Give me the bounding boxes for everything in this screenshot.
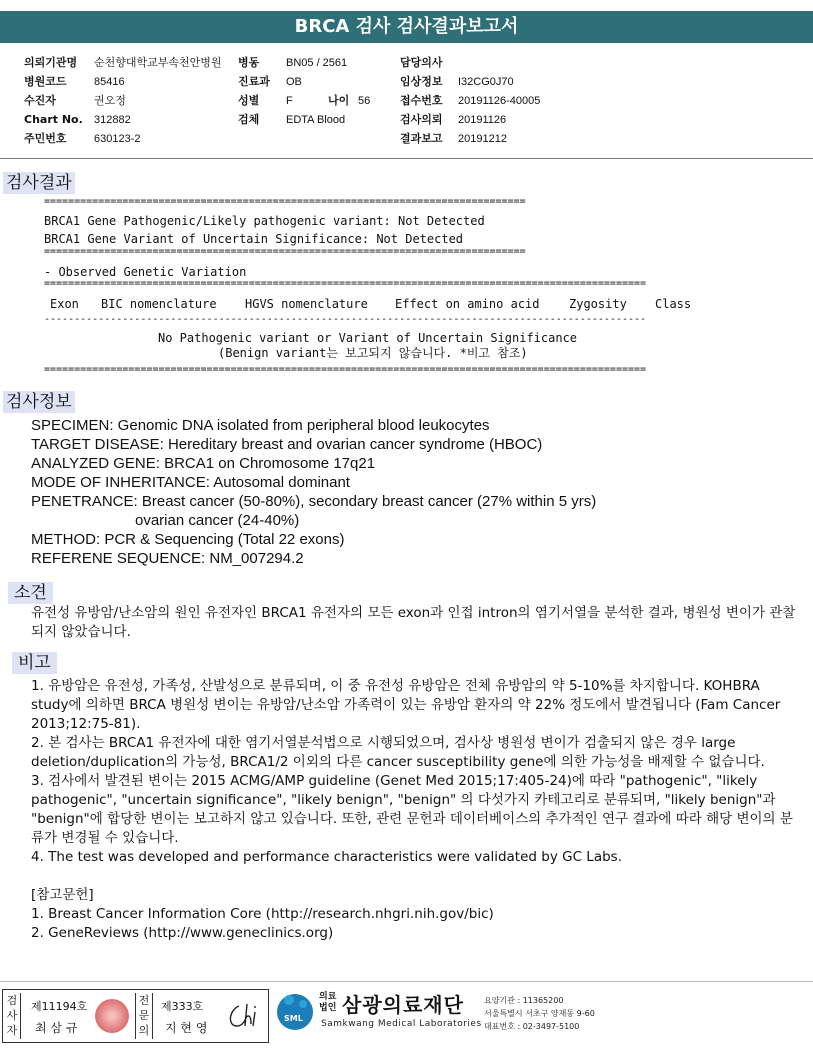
column-header: Zygosity: [569, 297, 627, 311]
testinfo-line: METHOD: PCR & Sequencing (Total 22 exons): [31, 531, 345, 548]
report-title: BRCA 검사 검사결과보고서: [0, 11, 813, 43]
specialist-name: 지 현 영: [165, 1021, 208, 1035]
remark-item: 4. The test was developed and performance characteristics were validated by GC Labs.: [31, 849, 622, 865]
info-row: 접수번호 20191126-40005: [400, 94, 541, 107]
remark-item: 3. 검사에서 발견된 변이는 2015 ACMG/AMP guideline (Genet Med 2015;17:405-24)에 따라 "pathogenic", "likely pathogenic", "uncertain significance", "likely benign", "benign" 의 다섯가지 카테고리로 분류되며, "likely benign"과 "benign"에 합당한 변이는 보고하지 않고 있습니다. 또한, 관련 문헌과 데이터베이스의 추가적인 연구 결과에 따라 해당 변이의 분류가 변경될 수 있습니다.: [31, 773, 793, 846]
dash-line: ----------------------------------------------------------------------------------------------------: [44, 316, 647, 324]
sml-logo-icon: [273, 990, 317, 1036]
brca1-pathogenic-result: BRCA1 Gene Pathogenic/Likely pathogenic variant: Not Detected: [44, 214, 485, 228]
info-row: 병동 BN05 / 2561: [238, 56, 348, 69]
remarks-list: [31, 677, 801, 943]
info-row: 검사의뢰 20191126: [400, 113, 507, 126]
testinfo-line: ovarian cancer (24-40%): [135, 512, 300, 529]
opinion-text: 유전성 유방암/난소암의 원인 유전자인 BRCA1 유전자의 모든 exon과 인접 intron의 염기서열을 분석한 결과, 병원성 변이가 관찰되지 않았습니다.: [31, 605, 796, 640]
info-col1: [24, 56, 222, 151]
org-logo: [273, 990, 317, 1036]
reference-item: 2. GeneReviews (http://www.geneclinics.org): [31, 925, 334, 941]
brca1-vus-result: BRCA1 Gene Variant of Uncertain Significance: Not Detected: [44, 232, 464, 246]
rule-line: ====================================================================================================: [44, 280, 647, 288]
remarks-heading: 비고: [12, 652, 57, 674]
seal-stamp: [95, 999, 129, 1033]
info-row: 진료과 OB: [238, 75, 302, 88]
specialist-license-no: 제333호: [161, 1000, 204, 1013]
org-address: 서울특별시 서초구 양재동 9-60: [484, 1009, 595, 1018]
remark-item: 2. 본 검사는 BRCA1 유전자에 대한 염기서열분석법으로 시행되었으며, 검사상 병원성 변이가 검출되지 않은 경우 large deletion/duplication의 가능성, BRCA1/2 이외의 다른 cancer susceptibility gene에 의한 가능성을 배제할 수 없습니다.: [31, 735, 765, 770]
signature-mark: [225, 1000, 261, 1032]
testinfo-line: PENETRANCE: Breast cancer (50-80%), secondary breast cancer (27% within 5 yrs): [31, 493, 597, 510]
specialist-label: 전문의: [135, 993, 153, 1039]
info-row: 결과보고 20191212: [400, 132, 507, 145]
column-header: BIC nomenclature: [101, 297, 217, 311]
testinfo-line: REFERENE SEQUENCE: NM_007294.2: [31, 550, 304, 567]
inspector-label: 검사자: [5, 993, 21, 1039]
org-type-line: 의료: [319, 992, 337, 1002]
signature-box: [2, 989, 269, 1043]
divider: [0, 981, 813, 982]
benign-note-text: (Benign variant는 보고되지 않습니다. *비고 참조): [218, 346, 528, 360]
observed-variation-label: - Observed Genetic Variation: [44, 265, 247, 279]
info-row: 검체 EDTA Blood: [238, 113, 346, 126]
info-row: 병원코드 85416: [24, 75, 125, 88]
info-row: 의뢰기관명 순천향대학교부속천안병원: [24, 56, 222, 69]
info-row: 주민번호 630123-2: [24, 132, 141, 145]
column-header: Effect on amino acid: [395, 297, 540, 311]
info-row: 임상정보 I32CG0J70: [400, 75, 514, 88]
info-col2: [238, 56, 370, 132]
testinfo-list: [31, 416, 596, 568]
reference-item: 1. Breast Cancer Information Core (http://research.nhgri.nih.gov/bic): [31, 906, 494, 922]
inspector-name: 최 삼 규: [35, 1021, 78, 1035]
testinfo-line: SPECIMEN: Genomic DNA isolated from peripheral blood leukocytes: [31, 417, 490, 434]
rule-line: ================================================================================: [44, 198, 526, 206]
logo-text: SML: [284, 1014, 303, 1023]
references-heading: [참고문헌]: [31, 887, 94, 903]
remark-item: 1. 유방암은 유전성, 가족성, 산발성으로 분류되며, 이 중 유전성 유방암은 전체 유방암의 약 5-10%를 차지합니다. KOHBRA study에 의하면 BRCA 병원성 변이는 유방암/난소암 가족력이 있는 유방암 환자의 약 22% 정도에서 발견됩니다 (Fam Cancer 2013;12:75-81).: [31, 678, 781, 732]
column-header: Class: [655, 297, 692, 311]
testinfo-heading: 검사정보: [3, 391, 75, 413]
column-header: Exon: [50, 297, 79, 311]
rule-line: ====================================================================================================: [44, 366, 647, 374]
column-header: HGVS nomenclature: [245, 297, 368, 311]
divider: [0, 158, 813, 159]
info-col3: [400, 56, 540, 151]
spacer: [31, 867, 801, 886]
org-name: 삼광의료재단: [342, 993, 464, 1017]
org-type: [319, 992, 336, 1014]
info-row: 담당의사: [400, 56, 443, 69]
org-phone: 대표번호 : 02-3497-5100: [484, 1022, 580, 1031]
testinfo-line: MODE OF INHERITANCE: Autosomal dominant: [31, 474, 350, 491]
inspector-license-no: 제11194호: [31, 1000, 88, 1013]
rule-line: ================================================================================: [44, 248, 526, 256]
info-row: 수진자 권오정: [24, 94, 126, 107]
info-row: 성별 F 나이 56: [238, 94, 371, 107]
info-row: Chart No. 312882: [24, 113, 131, 126]
no-variant-text: No Pathogenic variant or Variant of Uncertain Significance: [158, 331, 578, 345]
opinion-heading: 소견: [8, 582, 53, 604]
org-contact: [484, 994, 595, 1033]
testinfo-line: TARGET DISEASE: Hereditary breast and ovarian cancer syndrome (HBOC): [31, 436, 543, 453]
result-heading: 검사결과: [3, 172, 75, 194]
org-english-name: Samkwang Medical Laboratories: [321, 1019, 482, 1029]
org-code: 요양기관 : 11365200: [484, 996, 564, 1005]
org-type-line: 법인: [319, 1003, 337, 1013]
testinfo-line: ANALYZED GENE: BRCA1 on Chromosome 17q21: [31, 455, 376, 472]
